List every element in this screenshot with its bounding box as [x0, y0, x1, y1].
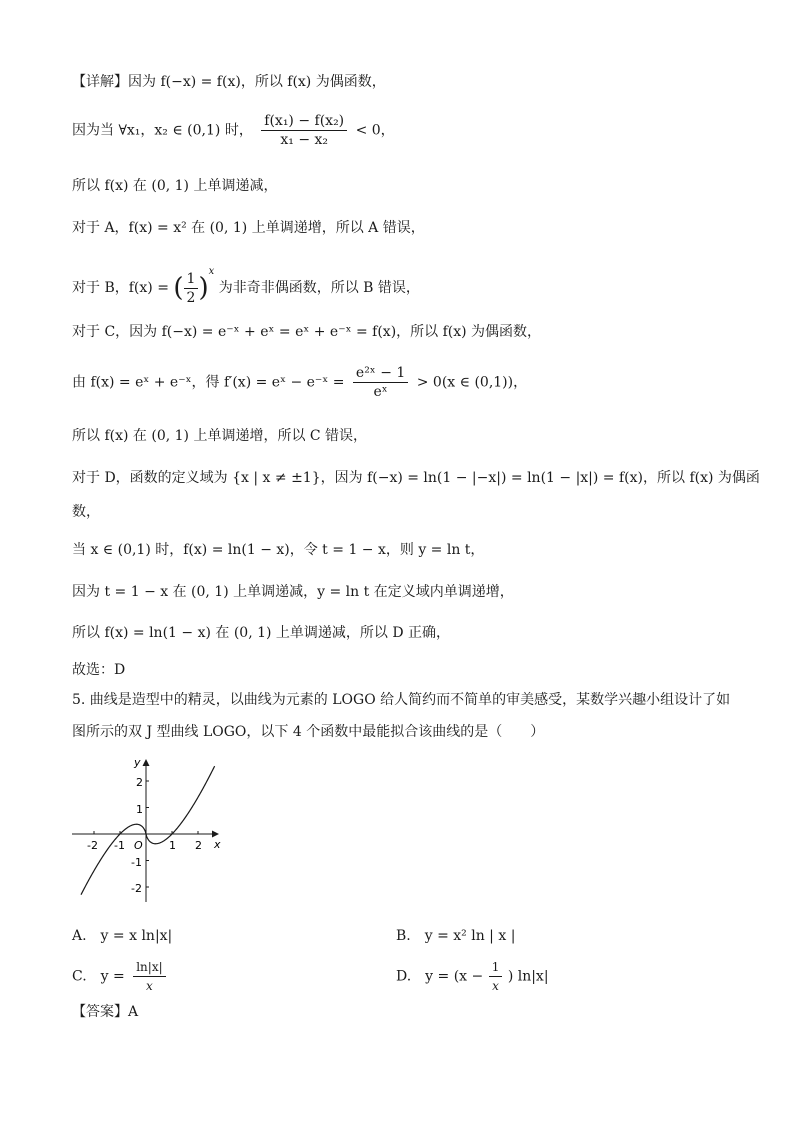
y-tick-label-neg2: -2	[131, 882, 142, 895]
y-axis-label: y	[134, 756, 141, 769]
exponent: x	[208, 266, 215, 277]
left-paren: (	[173, 273, 184, 303]
fraction-denominator: x₁ − x₂	[280, 132, 329, 148]
detail-line-9: 对于 D，函数的定义域为 {x | x ≠ ±1}，因为 f(−x) = ln(1 − |−x|) = ln(1 − |x|) = f(x)，所以 f(x) 为偶函	[72, 470, 760, 486]
option-c-fraction	[133, 958, 165, 995]
option-c[interactable]	[72, 958, 170, 995]
detail-line-2-suffix: < 0，	[355, 122, 395, 139]
fraction-numerator: 1	[184, 270, 199, 289]
x-tick-label-1: 1	[169, 839, 176, 852]
x-tick-label-neg2: -2	[87, 839, 98, 852]
detail-line-6: 对于 C，因为 f(−x) = e⁻ˣ + eˣ = eˣ + e⁻ˣ = f(x)，所以 f(x) 为偶函数，	[72, 324, 542, 340]
option-d-fraction	[489, 958, 503, 995]
detail-line-2-prefix: 因为当 ∀x₁，x₂ ∈ (0,1) 时，	[72, 122, 253, 139]
derivative-fraction	[353, 364, 408, 401]
difference-quotient-fraction	[261, 112, 347, 149]
fraction-numerator: 1	[489, 958, 503, 977]
detail-line-5-prefix: 对于 B，f(x) =	[72, 280, 169, 296]
fraction-denominator: x	[146, 979, 153, 993]
option-a[interactable]: A. y = x ln|x|	[72, 928, 173, 944]
fraction-numerator: e²ˣ − 1	[353, 364, 408, 383]
question-5-line-2: 图所示的双 J 型曲线 LOGO，以下 4 个函数中最能拟合该曲线的是（ ）	[72, 724, 545, 740]
detail-line-8: 所以 f(x) 在 (0, 1) 上单调递增，所以 C 错误，	[72, 428, 368, 444]
half-fraction	[184, 270, 199, 307]
y-tick-label-2: 2	[136, 776, 143, 789]
question-5-line-1: 5. 曲线是造型中的精灵，以曲线为元素的 LOGO 给人简约而不简单的审美感受，某数学兴趣小组设计了如	[72, 692, 731, 708]
logo-curve-graph	[68, 752, 228, 908]
answer-line: 【答案】A	[72, 1004, 139, 1020]
option-d[interactable]	[396, 958, 549, 995]
detail-line-11: 当 x ∈ (0,1) 时，f(x) = ln(1 − x)，令 t = 1 − x，则 y = ln t，	[72, 542, 485, 558]
option-b[interactable]: B. y = x² ln | x |	[396, 928, 516, 944]
detail-line-13: 所以 f(x) = ln(1 − x) 在 (0, 1) 上单调递减，所以 D 正确，	[72, 625, 451, 641]
detail-line-4: 对于 A，f(x) = x² 在 (0, 1) 上单调递增，所以 A 错误，	[72, 220, 425, 236]
option-c-label: C. y =	[72, 968, 125, 985]
detail-line-2	[72, 112, 395, 149]
fraction-numerator: f(x₁) − f(x₂)	[261, 112, 347, 131]
curve-series	[81, 766, 215, 895]
detail-line-7-suffix: > 0(x ∈ (0,1))，	[416, 374, 528, 391]
detail-line-3: 所以 f(x) 在 (0, 1) 上单调递减，	[72, 178, 278, 194]
detail-line-12: 因为 t = 1 − x 在 (0, 1) 上单调递减，y = ln t 在定义域内单调递增，	[72, 584, 514, 600]
detail-line-7-prefix: 由 f(x) = eˣ + e⁻ˣ，得 f′(x) = eˣ − e⁻ˣ =	[72, 374, 345, 391]
detail-line-7	[72, 364, 527, 401]
right-paren: )	[198, 273, 209, 303]
detail-line-10: 数，	[72, 504, 100, 520]
x-axis-label: x	[214, 838, 221, 851]
detail-line-5	[72, 262, 420, 307]
y-tick-label-neg1: -1	[131, 856, 142, 869]
detail-line-1: 【详解】因为 f(−x) = f(x)，所以 f(x) 为偶函数，	[72, 74, 386, 90]
origin-label: O	[134, 839, 143, 852]
x-tick-label-neg1: -1	[114, 839, 125, 852]
detail-line-14: 故选：D	[72, 662, 126, 678]
y-tick-label-1: 1	[136, 803, 143, 816]
option-d-suffix: ) ln|x|	[507, 968, 549, 985]
fraction-denominator: x	[492, 979, 499, 993]
detail-line-5-suffix: 为非奇非偶函数，所以 B 错误，	[218, 280, 420, 296]
fraction-denominator: 2	[186, 289, 196, 306]
fraction-denominator: eˣ	[373, 384, 388, 400]
x-tick-label-2: 2	[195, 839, 202, 852]
fraction-numerator: ln|x|	[133, 958, 165, 977]
option-d-prefix: D. y = (x −	[396, 968, 484, 985]
